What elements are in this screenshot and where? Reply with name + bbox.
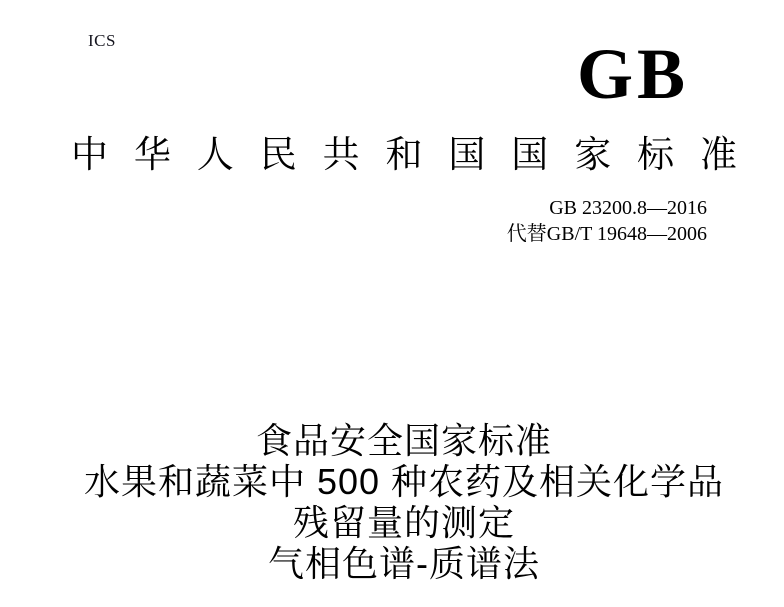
title-line-1: 食品安全国家标准: [255, 420, 552, 461]
national-standard-heading: 中 华 人 民 共 和 国 国 家 标 准: [71, 134, 737, 175]
ics-label: ICS: [88, 31, 116, 50]
standard-number-block: [507, 195, 707, 247]
title-line-3: 残留量的测定: [292, 502, 515, 543]
standard-title-block: [71, 420, 737, 584]
title-line-2: 水果和蔬菜中 500 种农药及相关化学品: [83, 461, 725, 502]
title-line-4: 气相色谱-质谱法: [268, 543, 540, 584]
standard-code: GB 23200.8—2016: [549, 197, 707, 219]
gb-logo: GB: [576, 34, 689, 114]
replaces-note: 代替GB/T 19648—2006: [506, 223, 707, 245]
